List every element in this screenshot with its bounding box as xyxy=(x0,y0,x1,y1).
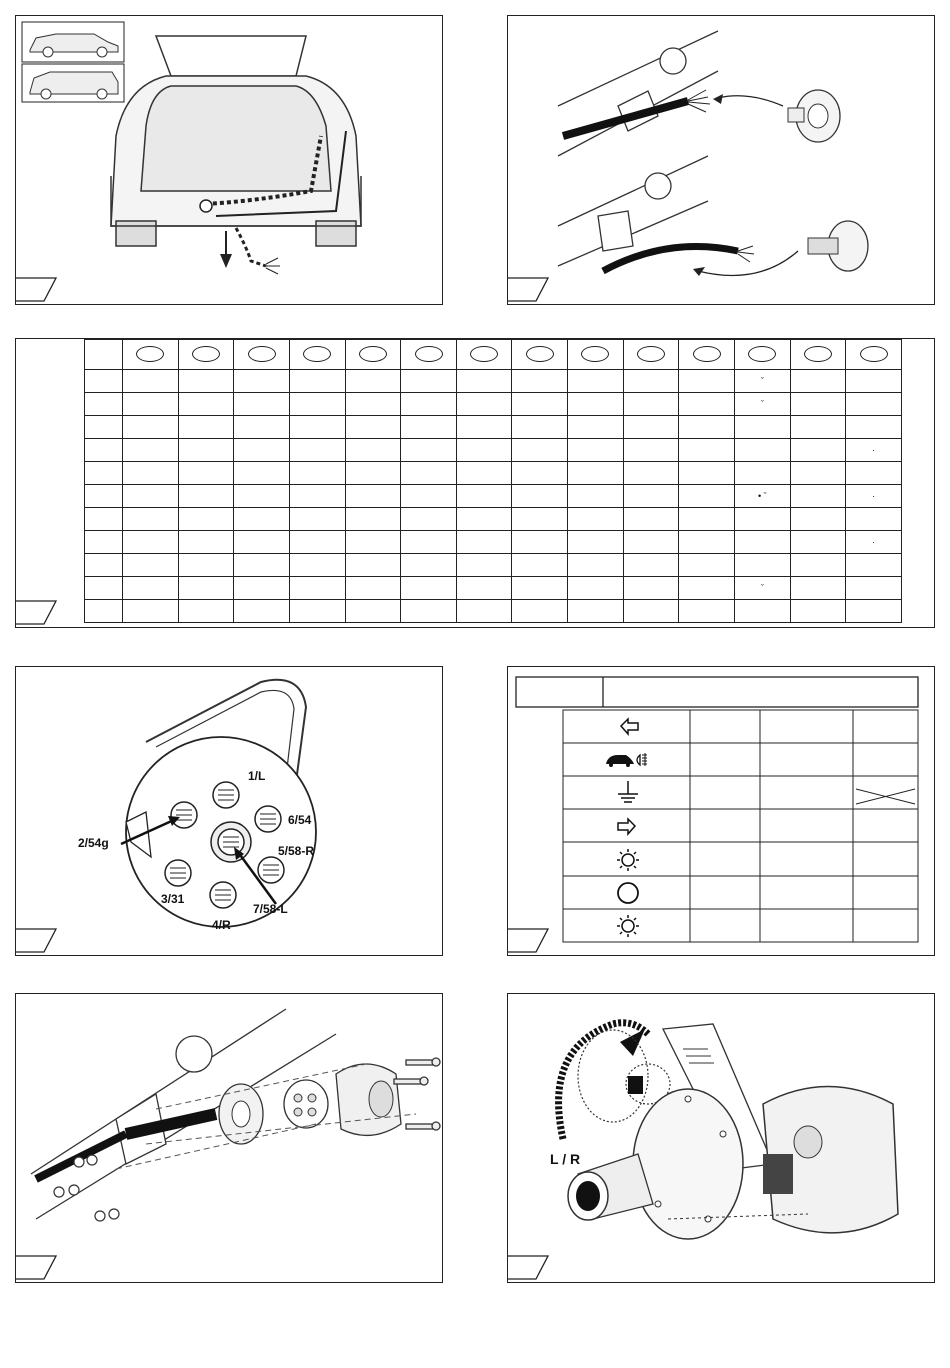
socket-plate-icon xyxy=(633,1089,743,1239)
ground-icon xyxy=(618,781,638,802)
left-arrow-icon xyxy=(621,719,638,734)
fog-light-icon xyxy=(606,753,647,767)
circle-icon xyxy=(581,346,609,362)
wiring-grid xyxy=(84,339,902,623)
table-cell-mark: ˇ xyxy=(735,577,791,600)
panel-car-rear xyxy=(15,15,443,305)
circle-icon xyxy=(748,346,776,362)
panel-socket-rotation xyxy=(507,993,935,1283)
circle-icon xyxy=(248,346,276,362)
right-arrow-icon xyxy=(618,819,635,834)
circle-icon xyxy=(804,346,832,362)
panel-function-table xyxy=(507,666,935,956)
pin-label-4: 4/R xyxy=(212,918,231,932)
table-row xyxy=(85,393,902,416)
table-row xyxy=(85,508,902,531)
table-cell-mark: • ˇ xyxy=(735,485,791,508)
table-row xyxy=(85,439,902,462)
panel-assembly-exploded xyxy=(15,993,443,1283)
pin-label-1: 1/L xyxy=(248,769,266,783)
car-thumbnail-sedan xyxy=(22,22,124,62)
table-cell-mark: · xyxy=(846,439,902,462)
table-row xyxy=(85,485,902,508)
circle-icon xyxy=(637,346,665,362)
car-thumbnail-wagon xyxy=(22,64,124,102)
lamp-icon xyxy=(617,849,639,871)
lamp-icon xyxy=(617,915,639,937)
table-cell-mark: · xyxy=(846,485,902,508)
table-row xyxy=(85,370,902,393)
circle-icon xyxy=(303,346,331,362)
pin-insert-icon xyxy=(284,1080,328,1128)
table-cell-mark: · xyxy=(846,531,902,554)
circle-icon xyxy=(359,346,387,362)
circle-icon xyxy=(415,346,443,362)
socket-housing-icon xyxy=(336,1064,401,1135)
pin-label-6: 6/54 xyxy=(288,813,312,827)
panel-socket-plate xyxy=(507,15,935,305)
circle-icon xyxy=(693,346,721,362)
pin-label-5: 5/58-R xyxy=(278,844,315,858)
connector-plug-icon xyxy=(568,1154,653,1220)
panel-socket-pinout xyxy=(15,666,443,956)
circle-icon xyxy=(860,346,888,362)
table-cell-mark: ˇ xyxy=(735,370,791,393)
panel-wiring-table xyxy=(15,338,935,628)
pin-label-3: 3/31 xyxy=(161,892,185,906)
pin-label-2: 2/54g xyxy=(78,836,109,850)
table-cell-mark: ˇ xyxy=(735,393,791,416)
circle-icon xyxy=(136,346,164,362)
table-row xyxy=(85,416,902,439)
socket-plate-icon xyxy=(788,90,840,142)
circle-icon xyxy=(470,346,498,362)
circle-icon xyxy=(618,883,638,903)
pin-label-7: 7/58-L xyxy=(253,902,288,916)
rotation-label: L / R xyxy=(550,1151,581,1167)
table-row xyxy=(85,554,902,577)
connector-plug-icon xyxy=(808,221,868,271)
table-row xyxy=(85,577,902,600)
table-row xyxy=(85,462,902,485)
table-row xyxy=(85,600,902,623)
circle-icon xyxy=(192,346,220,362)
circle-icon xyxy=(526,346,554,362)
table-row xyxy=(85,531,902,554)
